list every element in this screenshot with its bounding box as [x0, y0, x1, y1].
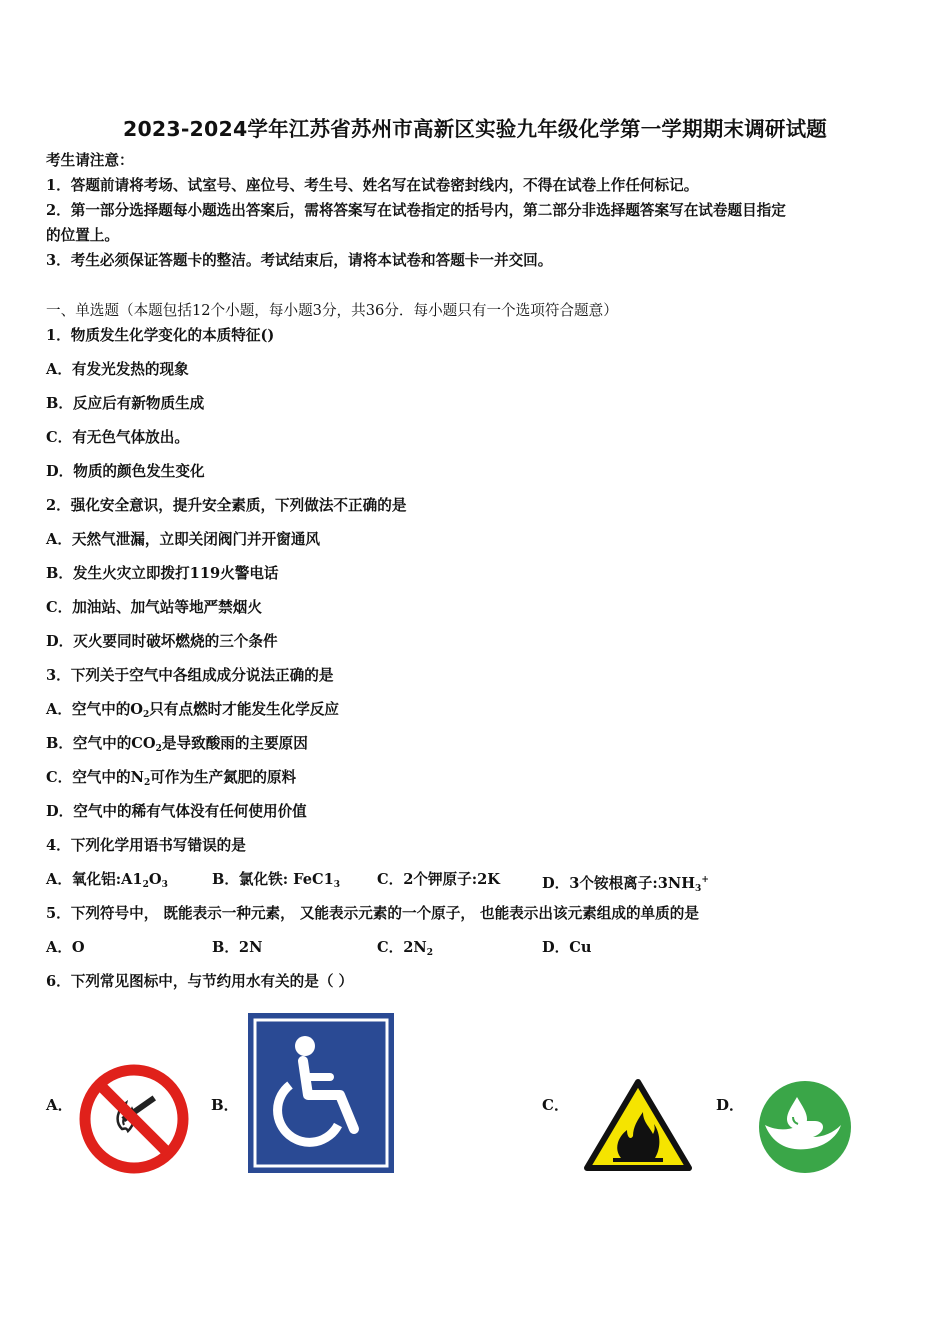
question-5-option-c: C．$2N_2$ — [377, 939, 433, 958]
question-6-label-b: B． — [211, 1096, 239, 1114]
question-5-stem: 5．下列符号中， 既能表示一种元素， 又能表示元素的一个原子， 也能表示出该元素组成的单质的是 — [46, 905, 699, 922]
question-2-option-b: B．发生火灾立即拨打119火警电话 — [46, 565, 279, 582]
notice-item-2: 2．第一部分选择题每小题选出答案后，需将答案写在试卷指定的括号内，第二部分非选择题答案写在试卷题目指定 — [46, 202, 786, 219]
question-3-option-c: C．空气中的$N_2$可作为生产氮肥的原料 — [46, 769, 297, 788]
question-2-option-c: C．加油站、加气站等地严禁烟火 — [46, 599, 262, 616]
question-4-option-d: D．3个铵根离子$:3NH_3^+$ — [542, 875, 709, 894]
question-2-stem: 2．强化安全意识，提升安全素质，下列做法不正确的是 — [46, 497, 407, 514]
question-6-label-d: D． — [716, 1096, 745, 1114]
question-3-option-a: A．空气中的$O_2$只有点燃时才能发生化学反应 — [46, 701, 340, 720]
question-4-stem: 4．下列化学用语书写错误的是 — [46, 837, 246, 854]
notice-heading: 考生请注意： — [46, 152, 134, 169]
question-4-option-c: C．2个钾原子:2K — [377, 871, 500, 888]
question-2-option-d: D．灭火要同时破坏燃烧的三个条件 — [46, 633, 278, 650]
accessibility-sign-icon — [248, 1013, 394, 1173]
question-6-label-a: A． — [46, 1096, 73, 1114]
question-5-option-b: B．2N — [212, 939, 263, 956]
question-3-option-d: D．空气中的稀有气体没有任何使用价值 — [46, 803, 307, 820]
question-5-options — [46, 938, 896, 958]
question-5-option-d: D．Cu — [542, 939, 592, 956]
question-1-option-b: B．反应后有新物质生成 — [46, 395, 205, 412]
section-heading: 一、单选题（本题包括12个小题，每小题3分，共36分．每小题只有一个选项符合题意） — [46, 302, 618, 319]
page-title: 2023-2024学年江苏省苏州市高新区实验九年级化学第一学期期末调研试题 — [122, 117, 828, 141]
question-2-option-a: A．天然气泄漏，立即关闭阀门并开窗通风 — [46, 531, 321, 548]
question-1-option-d: D．物质的颜色发生变化 — [46, 463, 205, 480]
question-3-stem: 3．下列关于空气中各组成成分说法正确的是 — [46, 667, 334, 684]
question-1-option-a: A．有发光发热的现象 — [46, 361, 189, 378]
question-1-option-c: C．有无色气体放出。 — [46, 429, 189, 446]
question-3-option-b: B．空气中的$CO_2$是导致酸雨的主要原因 — [46, 735, 308, 754]
question-4-option-a: A．氧化铝$:A1_2O_3$ — [46, 871, 168, 890]
question-1-stem: 1．物质发生化学变化的本质特征() — [46, 327, 275, 344]
question-4-option-b: B．氯化铁: $FeC1_3$ — [212, 871, 341, 890]
notice-item-3: 3．考生必须保证答题卡的整洁。考试结束后，请将本试卷和答题卡一并交回。 — [46, 252, 553, 269]
question-6-label-c: C． — [542, 1096, 569, 1114]
question-5-option-a: A．O — [46, 939, 85, 956]
notice-item-2-cont: 的位置上。 — [46, 227, 119, 244]
question-4-options — [46, 870, 896, 894]
water-saving-icon — [757, 1079, 853, 1175]
question-6-stem: 6．下列常见图标中，与节约用水有关的是（ ） — [46, 973, 354, 990]
no-fire-sign-icon — [78, 1063, 190, 1175]
notice-item-1: 1．答题前请将考场、试室号、座位号、考生号、姓名写在试卷密封线内，不得在试卷上作任何标记。 — [46, 177, 699, 194]
flammable-warning-icon — [583, 1078, 693, 1172]
